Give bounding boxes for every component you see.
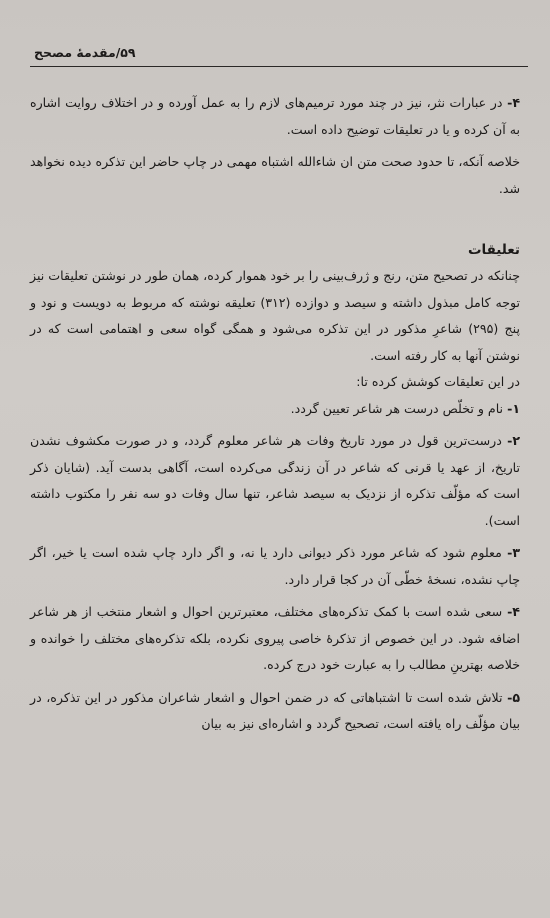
list-item <box>30 599 520 679</box>
list-item <box>30 540 520 593</box>
item-number: ۴- <box>507 95 520 110</box>
item-text: نام و تخلّص درست هر شاعر تعیین گردد. <box>290 400 504 416</box>
item-text: معلوم شود که شاعر مورد ذکر دیوانی دارد یا نه، و اگر دارد چاپ شده است یا خیر، اگر چاپ نشده، نسخهٔ خطّی آن در کجا قرار دارد. <box>30 545 520 587</box>
notes-paragraph-1: چنانکه در تصحیح متن، رنج و ژرف‌بینی را بر خود هموار کرده، همان طور در نوشتن تعلیقات نیز توجه کامل مبذول داشته و سیصد و دوازده (۳۱۲) تعلیقه نوشته که مربوط به دویست و نود و پنج (۲۹۵) شاعرِ مذکور در این تذکره می‌شود و همگی گواه سعی و اهتمامی است که در نوشتن آنها به کار رفته است. <box>30 268 520 363</box>
item-text: تلاش شده است تا اشتباهاتی که در ضمن احوال و اشعار شاعران مذکور در این تذکره، در بیان مؤلّف راه یافته است، تصحیح گردد و اشاره‌ای نیز به بیان <box>30 689 520 731</box>
item-number: ۴- <box>507 604 520 619</box>
section-heading: تعلیقات <box>467 242 520 258</box>
item-text: سعی شده است با کمک تذکره‌های مختلف، معتبرترین احوال و اشعار منتخب از هر شاعر اضافه شود. در این خصوص از تذکرهٔ خاصی پیروی نکرده، بلکه تذکره‌های مختلف را خوانده و خلاصه بهترینِ مطالب را به عبارت خود درج کرده. <box>30 604 520 672</box>
intro-item-4 <box>30 90 520 143</box>
list-item <box>30 428 520 534</box>
item-number: ۳- <box>507 545 520 560</box>
notes-paragraph-2: در این تعلیقات کوشش کرده تا: <box>356 374 520 389</box>
item-number: ۵- <box>507 689 520 705</box>
item-text: درست‌ترین قول در مورد تاریخ وفات هر شاعر معلوم گردد، و در صورت مکشوف نشدن تاریخ، از عهد یا قرنی که شاعر در آن زندگی می‌کرده است، آگاهی بدست آید. (شایان ذکر است که مؤلّف تذکره از نزدیک به سیصد شاعر، تنها سال وفات دو سه نفر را مکتوب داشته است). <box>30 433 520 528</box>
running-header <box>30 38 528 67</box>
summary-paragraph: خلاصه آنکه، تا حدود صحت متن ان شاءالله اشتباه مهمی در چاپ حاضر این تذکره دیده نخواهد شد. <box>30 154 520 196</box>
page-number-and-chapter: ۵۹/مقدمهٔ مصحح <box>34 45 136 60</box>
item-number: ۲- <box>507 433 520 448</box>
item-text: در عبارات نثر، نیز در چند مورد ترمیم‌های لازم را به عمل آورده و در اختلاف روایت اشاره به آن کرده و یا در تعلیقات توضیح داده است. <box>30 95 520 137</box>
list-item <box>30 685 520 738</box>
page-body <box>30 90 520 738</box>
item-number: ۱- <box>507 400 520 416</box>
list-item <box>30 396 520 423</box>
